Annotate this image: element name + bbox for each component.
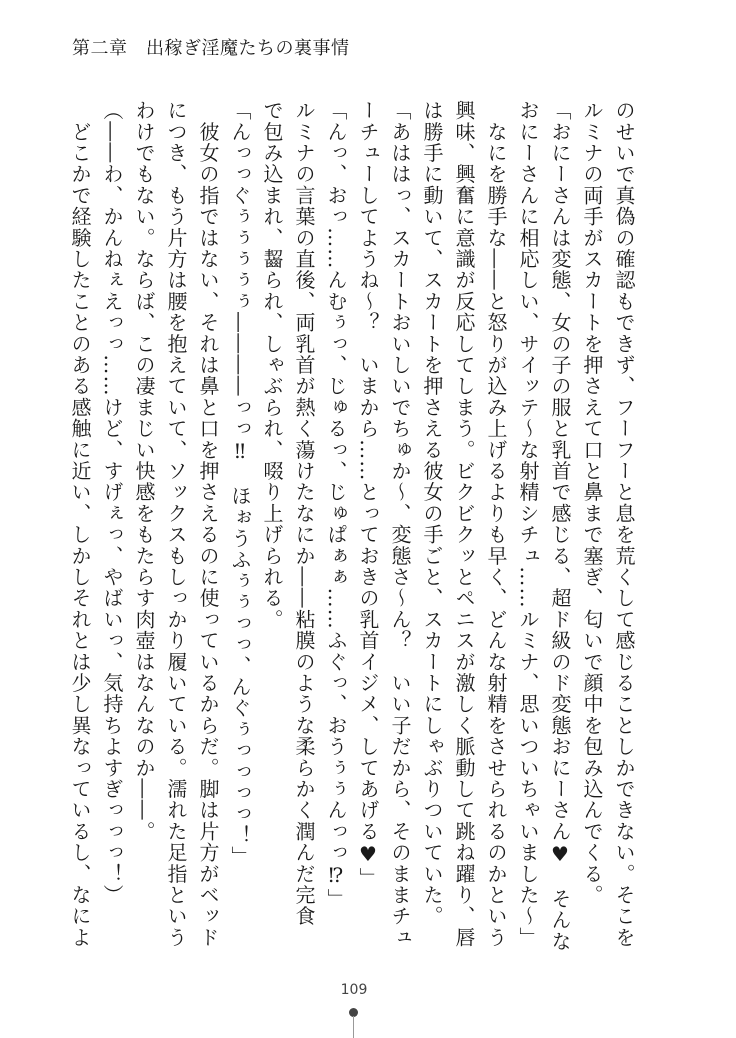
text-column: ルミナの両手がスカートを押さえて口と鼻まで塞ぎ、匂いで顔中を包み込んでくる。 xyxy=(580,100,604,906)
text-column: わけでもない。ならば、この凄まじい快感をもたらす肉壺はなんなのか――。 xyxy=(132,100,156,842)
text-column: につき、もう片方は腰を抱えていて、ソックスもしっかり履いている。濡れた足指という xyxy=(164,100,188,948)
text-column: 「おにーさんは変態、女の子の服と乳首で感じる、超ド級のド変態おにーさん♥ そんな xyxy=(548,100,572,952)
text-column: で包み込まれ、齧られ、しゃぶられ、啜り上げられる。 xyxy=(260,100,284,630)
text-column: 「んっ、おっ……んむぅっ、じゅるっ、じゅぱぁぁ……ふぐっ、おうぅぅんっっ⁉」 xyxy=(324,100,348,910)
text-column: なにを勝手な――と怒りが込み上げるよりも早く、どんな射精をさせられるのかという xyxy=(484,100,508,948)
text-column: ーチューしてようね～？ いまから……とっておきの乳首イジメ、してあげる♥」 xyxy=(356,100,380,889)
page-number: 109 xyxy=(340,982,368,998)
text-column: のせいで真偽の確認もできず、フーフーと息を荒くして感じることしかできない。そこを xyxy=(612,100,636,948)
page-marker-line xyxy=(353,1016,354,1038)
text-column: 「んっっぐぅぅぅぅぅ――――っっ‼ ほぉうふぅぅっっ、んぐぅっっっっ！」 xyxy=(228,100,252,868)
vertical-text-body xyxy=(62,100,640,960)
text-column: は勝手に動いて、スカートを押さえる彼女の手ごと、スカートにしゃぶりついていた。 xyxy=(420,100,444,927)
text-column: 彼女の指ではない、それは鼻と口を押さえるのに使っているからだ。脚は片方がベッド xyxy=(196,100,220,949)
text-column: おにーさんに相応しい、サイッテ～な射精シチュ……ルミナ、思いついちゃいました～」 xyxy=(516,100,540,948)
text-column: どこかで経験したことのある感触に近い、しかしそれとは少し異なっているし、なによ xyxy=(68,100,92,948)
text-column: 興味、興奮に意識が反応してしまう。ビクビクッとペニスが激しく脈動して跳ね躍り、唇 xyxy=(452,100,476,948)
running-header: 第二章 出稼ぎ淫魔たちの裏事情 xyxy=(72,38,350,59)
text-column: （――わ、かんねぇえっっ……けど、すげぇっ、やばいっ、気持ちよすぎっっっ！） xyxy=(100,100,124,906)
text-column: ルミナの言葉の直後、両乳首が熱く蕩けたなにか――粘膜のような柔らかく潤んだ完食 xyxy=(292,100,316,927)
text-column: 「あははっ、スカートおいしいでちゅか～、変態さ～ん？ いい子だから、そのままチュ xyxy=(388,100,412,948)
